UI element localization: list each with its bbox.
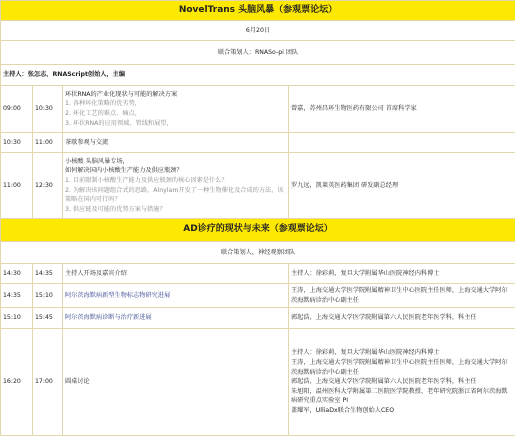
end-time: 12:30 — [33, 153, 63, 219]
session-topic: 阿尔茨海默病诊断与治疗新进展 — [63, 308, 289, 329]
panel-speaker: 朱旭阳，温州医科大学附属第二医院医学院教授、老年研究院浙江省阿尔茨海默病研究重点实验室 PI — [291, 387, 508, 405]
session-subtopic: 3. 环状RNA的应用领域、管线和展望， — [65, 119, 173, 127]
end-time: 15:10 — [33, 284, 63, 308]
start-time: 10:30 — [1, 133, 33, 153]
start-time: 09:00 — [1, 86, 33, 133]
session-topic: 小核酸 头脑风暴专场， — [65, 157, 129, 165]
session-topic-question: 如何解决国内小核酸生产能力及供应瓶颈？ — [65, 167, 183, 175]
speaker: 郭起浩，上海交通大学医学院附属第六人民医院老年医学科，科主任 — [289, 308, 515, 329]
session-subtopic: 1. 各种环化策略的优劣势， — [65, 100, 141, 108]
section-header-noveltrans — [1, 1, 515, 21]
table-row — [1, 308, 515, 329]
end-time: 10:30 — [33, 86, 63, 133]
speaker: 罗九远，凯莱英医药集团 研发副总经理 — [289, 153, 515, 219]
start-time: 11:00 — [1, 153, 33, 219]
table-row — [1, 284, 515, 308]
table-row — [1, 86, 515, 133]
date-row — [1, 21, 515, 41]
panel-speaker: 郭起浩，上海交通大学医学院附属第六人民医院老年医学科，科主任 — [291, 378, 477, 386]
speaker: 王涛，上海交通大学医学院附属精神卫生中心医院主任医师，上海交通大学阿尔茨海默病诊治中心副主任 — [289, 284, 515, 308]
table-row — [1, 264, 515, 284]
host-row — [1, 65, 515, 86]
end-time: 15:45 — [33, 308, 63, 329]
session-topic: 茶歇参观与交流 — [63, 133, 289, 153]
start-time: 14:30 — [1, 264, 33, 284]
organizer-label: 联合策划人，神经观察团队 — [1, 242, 515, 264]
date-label: 6月20日 — [1, 21, 515, 41]
start-time: 15:10 — [1, 308, 33, 329]
panel-speaker: 王涛，上海交通大学医学院附属精神卫生中心医院主任医师，上海交通大学阿尔茨海默病诊治中心副主任 — [291, 359, 508, 376]
speaker: 曾嘉，苏州昌环生物医药有限公司 首席科学家 — [289, 86, 515, 133]
session-topic-cell — [63, 153, 289, 219]
session-topic: 环状RNA的产业化现状与可能的解决方案 — [65, 90, 178, 98]
end-time: 14:35 — [33, 264, 63, 284]
host-label: 主持人：张怎志，RNAScript创始人，主编 — [1, 65, 515, 86]
panel-speaker: 盖耀军，UlliaDx联合生物创始人CEO — [291, 406, 395, 414]
organizer-label: 联合策划人：RNASo-pi 团队 — [1, 41, 515, 65]
organizer-row — [1, 242, 515, 264]
speaker — [289, 133, 515, 153]
speaker: 主持人：徐彩莉，复旦大学附属华山医院神经内科博士 — [289, 264, 515, 284]
session-topic: 圆桌讨论 — [63, 329, 289, 436]
session-topic: 阿尔茨海默病新型生物标志物研究进展 — [63, 284, 289, 308]
panel-speaker: 主持人：徐彩莉，复旦大学附属华山医院神经内科博士 — [291, 349, 440, 357]
session-subtopic: 3. 供应链及可能的优势方案与措施？ — [65, 205, 166, 213]
table-row — [1, 133, 515, 153]
organizer-row — [1, 41, 515, 65]
section-title: NovelTrans 头脑风暴（参观票论坛） — [1, 1, 515, 21]
section-header-ad — [1, 219, 515, 242]
session-subtopic: 2. 环化工艺的难点、痛点， — [65, 110, 141, 117]
end-time: 11:00 — [33, 133, 63, 153]
section-title: AD诊疗的现状与未来（参观票论坛） — [1, 219, 515, 242]
panel-speakers-cell — [289, 329, 515, 436]
end-time: 17:00 — [33, 329, 63, 436]
session-topic: 主持人开场及嘉宾介绍 — [63, 264, 289, 284]
session-subtopic: 1. 目前限制小核酸生产能力及供应瓶颈的核心因素是什么？ — [65, 176, 228, 184]
start-time: 14:35 — [1, 284, 33, 308]
table-row — [1, 329, 515, 436]
session-topic-cell — [63, 86, 289, 133]
session-subtopic: 2. 为解决该问题组合式的思路，Alnylam开发了一种生物催化及合成的方法，该策略在国内可行吗？ — [65, 186, 284, 204]
table-row — [1, 153, 515, 219]
start-time: 16:20 — [1, 329, 33, 436]
